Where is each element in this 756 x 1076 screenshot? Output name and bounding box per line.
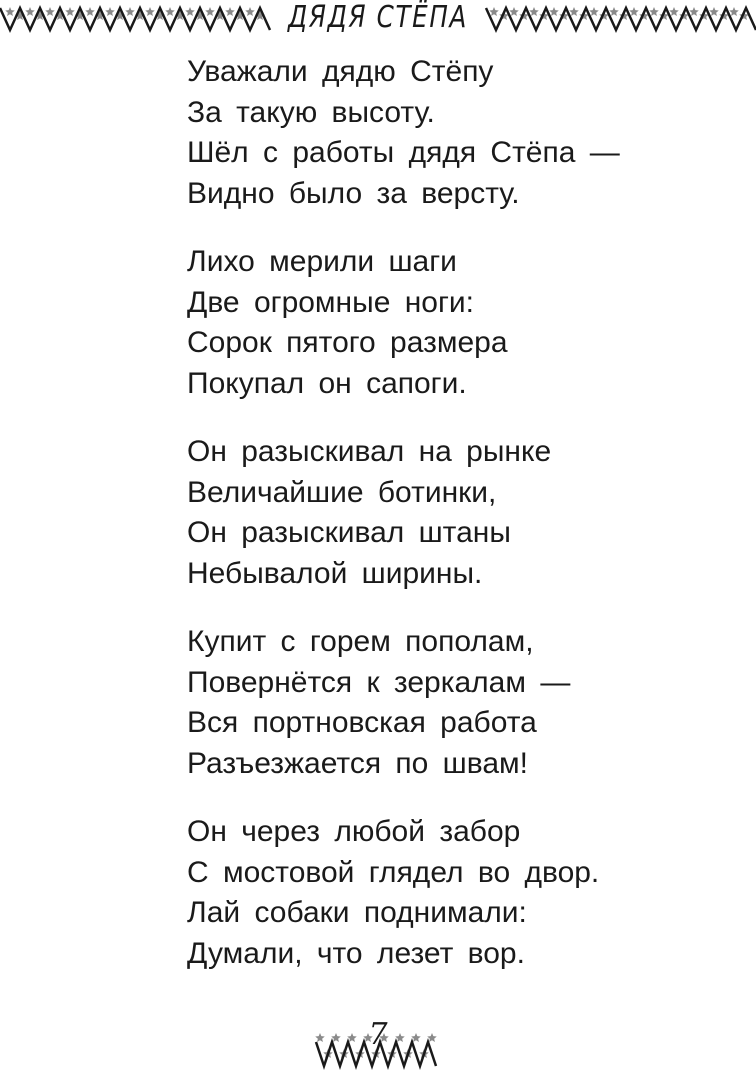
poem-line: Уважали дядю Стёпу: [187, 55, 494, 88]
star-icon: [25, 7, 35, 16]
poem-line: Он разыскивал штаны: [187, 516, 511, 549]
poem-line: Покупал он сапоги.: [187, 366, 467, 400]
page-footer: [0, 1018, 756, 1076]
star-icon: [45, 7, 55, 16]
poem-line: Сорок пятого размера: [187, 326, 508, 359]
poem-line: Видно было за версту.: [187, 176, 520, 210]
stanza-3: [187, 432, 727, 594]
page-number: 7: [368, 1017, 388, 1052]
poem-line: Небывалой ширины.: [187, 556, 483, 590]
poem-line: Лихо мерили шаги: [187, 245, 457, 278]
star-icon: [709, 7, 719, 16]
stanza-4: [187, 622, 727, 784]
page-header: [0, 0, 756, 40]
stanza-5: [187, 812, 727, 974]
poem-line: Шёл с работы дядя Стёпа —: [187, 136, 620, 169]
star-icon: [729, 7, 739, 16]
poem-line: Он разыскивал на рынке: [187, 435, 552, 468]
star-icon: [689, 7, 699, 16]
poem-line: Повернётся к зеркалам —: [187, 665, 571, 699]
stanza-2: [187, 242, 727, 404]
star-icon: [5, 7, 15, 16]
poem-line: Разъезжается по швам!: [187, 746, 528, 780]
poem-line: Две огромные ноги:: [187, 285, 474, 319]
poem-line: Лай собаки поднимали:: [187, 896, 527, 929]
poem-line: За такую высоту.: [187, 95, 435, 129]
poem: [187, 52, 727, 1002]
running-title: ДЯДЯ СТЁПА: [288, 0, 468, 35]
poem-line: С мостовой глядел во двор.: [187, 855, 600, 889]
poem-line: Величайшие ботинки,: [187, 475, 497, 509]
poem-line: Купит с горем пополам,: [187, 625, 534, 658]
poem-line: Вся портновская работа: [187, 706, 537, 739]
poem-line: Он через любой забор: [187, 815, 521, 848]
poem-line: Думали, что лезет вор.: [187, 936, 525, 970]
stanza-1: [187, 52, 727, 214]
